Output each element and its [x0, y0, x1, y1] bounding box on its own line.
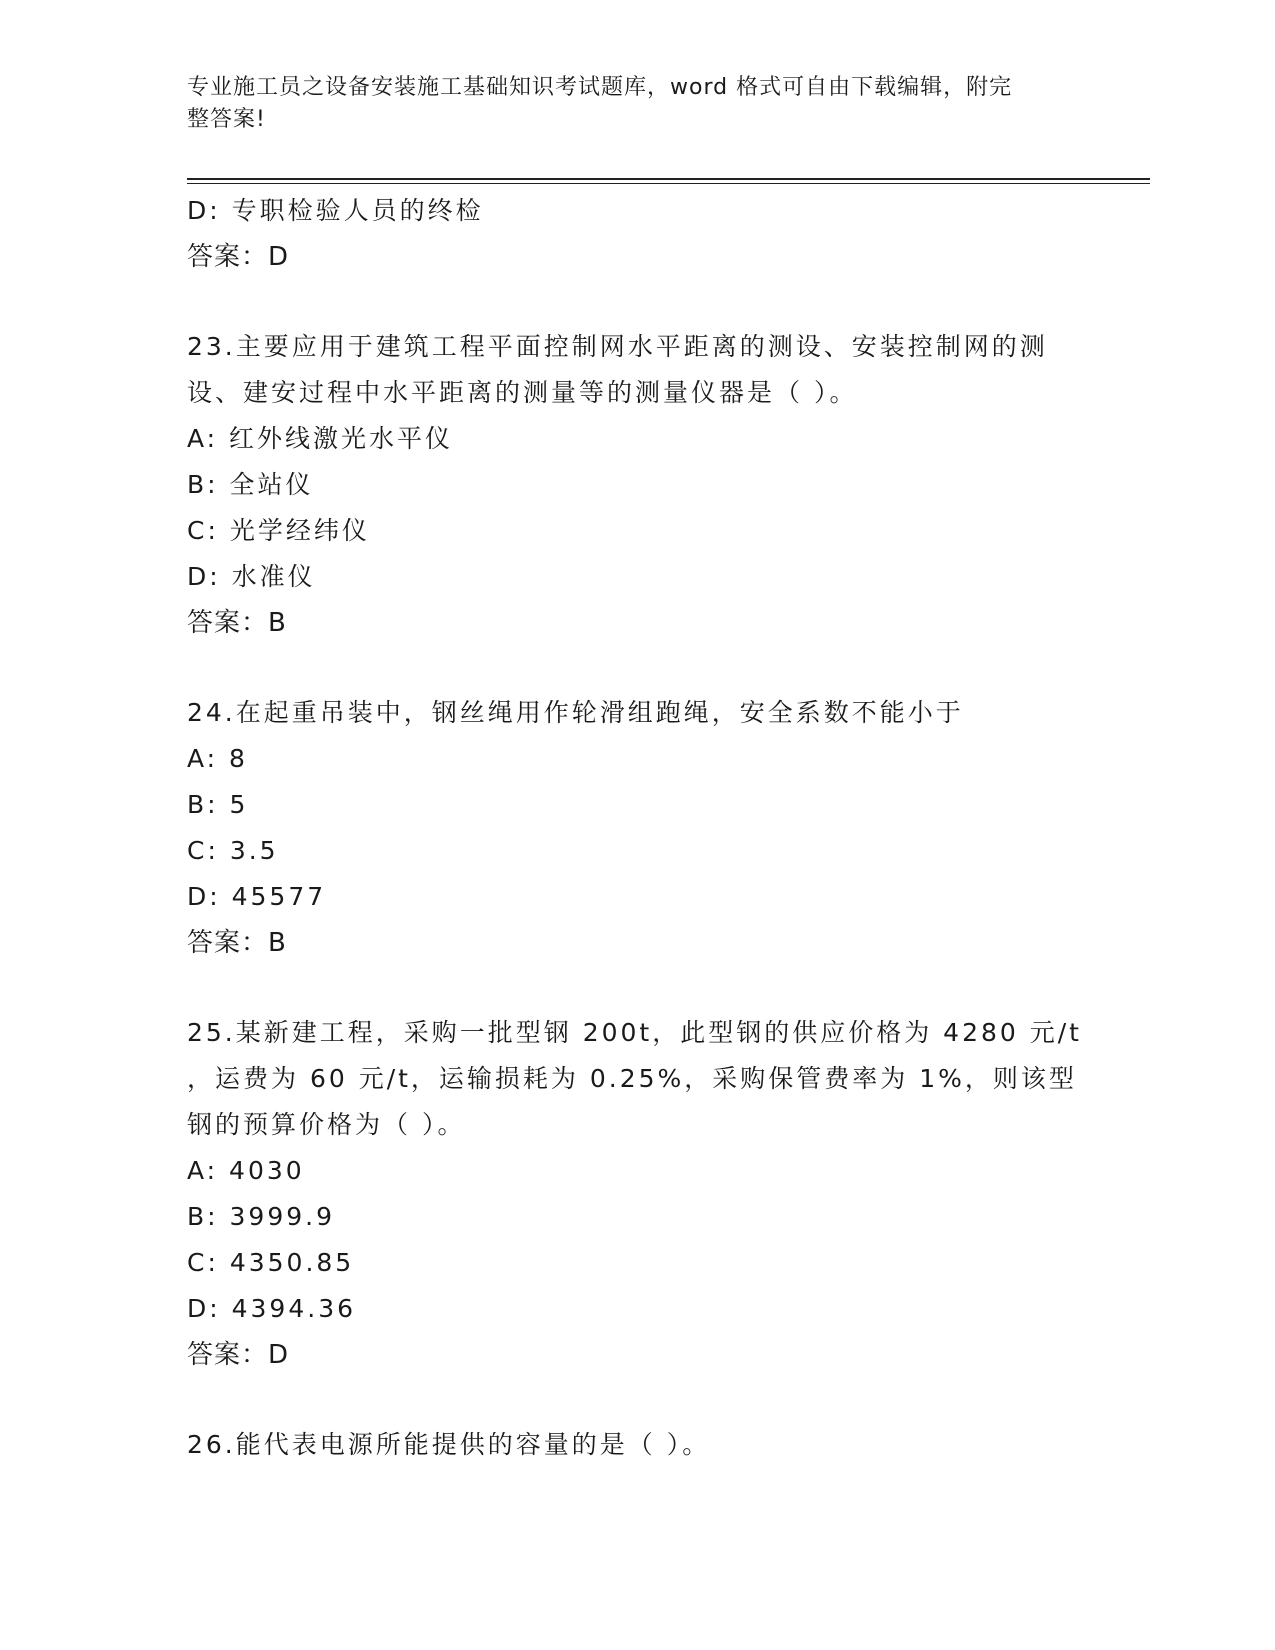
question-text-line: 钢的预算价格为（ ）。 [187, 1110, 466, 1139]
answer: 答案：D [187, 1340, 290, 1370]
header-divider-thick [187, 178, 1150, 180]
spacer [187, 646, 1087, 690]
option-a: A: 红外线激光水平仪 [187, 424, 454, 453]
header-line-1: 专业施工员之设备安装施工基础知识考试题库，word 格式可自由下载编辑，附完 [187, 75, 1013, 100]
option-c: C: 4350.85 [187, 1248, 355, 1277]
option-d: D: 4394.36 [187, 1294, 357, 1323]
question-text-line: 26.能代表电源所能提供的容量的是（ ）。 [187, 1430, 711, 1459]
option-b: B: 3999.9 [187, 1202, 335, 1231]
answer: 答案：B [187, 928, 287, 958]
header-divider-thin [187, 183, 1150, 184]
spacer [187, 1378, 1087, 1422]
answer: 答案：B [187, 608, 287, 638]
option-d: D: 水准仪 [187, 562, 316, 591]
question-25 [187, 1010, 1087, 1378]
option-b: B: 全站仪 [187, 470, 314, 499]
question-text-line: 24.在起重吊装中，钢丝绳用作轮滑组跑绳，安全系数不能小于 [187, 698, 964, 727]
question-text-line: 25.某新建工程，采购一批型钢 200t，此型钢的供应价格为 4280 元/t [187, 1018, 1082, 1047]
option-a: A: 8 [187, 744, 248, 773]
answer: 答案：D [187, 242, 290, 272]
page-header [187, 72, 1067, 136]
question-24 [187, 690, 1087, 966]
question-text-line: ，运费为 60 元/t，运输损耗为 0.25%，采购保管费率为 1%，则该型 [187, 1064, 1077, 1093]
option-a: A: 4030 [187, 1156, 305, 1185]
option-d: D: 专职检验人员的终检 [187, 196, 484, 225]
option-b: B: 5 [187, 790, 249, 819]
question-text-line: 23.主要应用于建筑工程平面控制网水平距离的测设、安装控制网的测 [187, 332, 1048, 361]
question-list [187, 188, 1087, 1468]
header-line-2: 整答案! [187, 107, 266, 132]
option-c: C: 3.5 [187, 836, 279, 865]
question-26 [187, 1422, 1087, 1468]
spacer [187, 280, 1087, 324]
spacer [187, 966, 1087, 1010]
question-22-tail [187, 188, 1087, 280]
question-text-line: 设、建安过程中水平距离的测量等的测量仪器是（ ）。 [187, 378, 858, 407]
option-d: D: 45577 [187, 882, 327, 911]
question-23 [187, 324, 1087, 646]
option-c: C: 光学经纬仪 [187, 516, 370, 545]
